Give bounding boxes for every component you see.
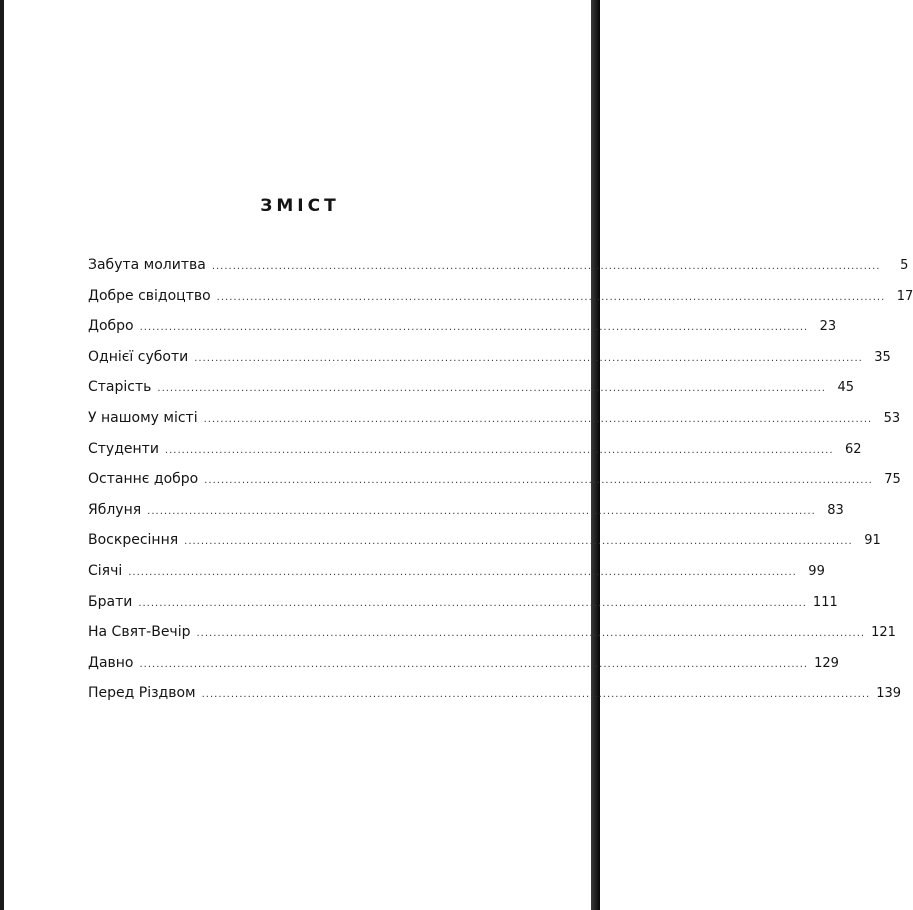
toc-entry [88,379,854,410]
toc-leader-dots: ................................................................................................................................................................ [147,505,816,517]
toc-entry-title: У нашому місті [88,409,198,426]
toc-entry-page: 35 [874,349,891,365]
toc-entry-page: 5 [900,258,909,273]
toc-entry-page: 91 [864,533,881,549]
toc-leader-dots: ................................................................................................................................................................ [157,383,826,395]
toc-entry [88,257,909,288]
toc-leader-dots: ................................................................................................................................................................ [139,322,809,334]
toc-entry [88,440,862,472]
scan-border-left [0,0,4,910]
toc-leader-dots: ................................................................................................................................................................ [138,597,807,609]
toc-entry-title: Старість [88,379,152,396]
toc-leader-dots: ................................................................................................................................................................ [184,536,853,548]
toc-entry [88,532,881,563]
toc-entry-title: Воскресіння [88,532,179,549]
toc-entry [88,287,913,319]
toc-entry-page: 23 [819,319,837,335]
toc-leader-dots: ................................................................................................................................................................ [164,444,834,456]
toc-entry-title: Перед Різдвом [88,685,196,702]
toc-leader-dots: ................................................................................................................................................................ [211,261,881,272]
toc-entry-page: 111 [812,594,838,610]
toc-entry-page: 99 [808,563,825,579]
toc-entry [88,409,901,441]
toc-leader-dots: ................................................................................................................................................................ [194,352,863,364]
toc-entry-page: 75 [884,472,901,488]
toc-leader-dots: ................................................................................................................................................................ [196,628,866,640]
toc-entry [88,471,901,502]
toc-entry-page: 121 [871,625,896,641]
toc-entry-title: Забута молитва [88,257,206,273]
toc-entry [88,593,838,625]
toc-entry-page: 83 [827,502,844,518]
table-of-contents [88,257,913,716]
toc-entry-page: 129 [814,655,839,671]
toc-entry-title: Добре свідоцтво [88,287,211,304]
toc-leader-dots: ................................................................................................................................................................ [216,291,886,303]
toc-entry-title: На Свят-Вечір [88,624,191,641]
toc-entry-title: Однієї суботи [88,348,189,365]
toc-leader-dots: ................................................................................................................................................................ [139,658,809,670]
toc-leader-dots: ................................................................................................................................................................ [201,689,871,701]
toc-entry-title: Сіячі [88,562,123,579]
toc-entry [88,501,844,533]
toc-entry [88,654,839,686]
toc-entry [88,348,891,380]
toc-entry [88,562,825,594]
toc-entry [88,624,896,655]
toc-entry-page: 17 [896,288,913,304]
toc-entry-page: 62 [844,441,862,457]
page-title: ЗМІСТ [260,196,340,216]
toc-entry-page: 53 [883,410,901,426]
toc-leader-dots: ................................................................................................................................................................ [203,413,873,425]
toc-entry-title: Давно [88,654,134,671]
toc-entry [88,685,902,716]
toc-entry-title: Брати [88,593,133,610]
toc-leader-dots: ................................................................................................................................................................ [204,475,873,487]
toc-entry-title: Останнє добро [88,471,199,488]
toc-entry-page: 45 [837,380,854,396]
toc-leader-dots: ................................................................................................................................................................ [128,566,797,578]
toc-entry-title: Студенти [88,440,159,457]
toc-entry [88,318,837,349]
toc-entry-title: Яблуня [88,501,142,518]
toc-entry-title: Добро [88,318,134,335]
toc-entry-page: 139 [876,686,902,702]
